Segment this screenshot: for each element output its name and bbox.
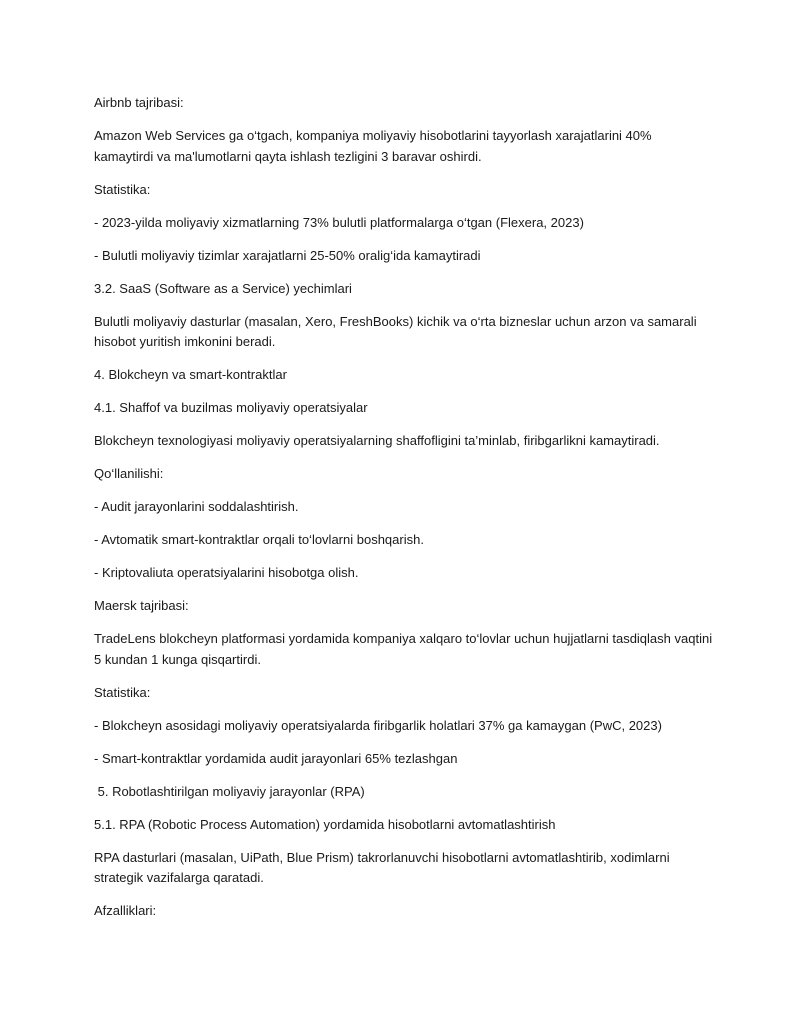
heading-applications: Qo‘llanilishi: — [94, 466, 164, 481]
bullet-cloud-73: - 2023-yilda moliyaviy xizmatlarning 73% bulutli platformalarga o‘tgan (Flexera, 2023) — [94, 214, 584, 230]
heading-airbnb-experience: Airbnb tajribasi: — [94, 95, 184, 110]
section-heading-4: 4. Blokcheyn va smart-kontraktlar — [94, 367, 287, 382]
section-heading-5: 5. Robotlashtirilgan moliyaviy jarayonlar (RPA) — [94, 783, 365, 799]
heading-statistics-2: Statistika: — [94, 684, 151, 700]
heading-maersk-experience: Maersk tajribasi: — [94, 598, 189, 613]
bullet-audit: - Audit jarayonlarini soddalashtirish. — [94, 499, 299, 514]
heading-advantages: Afzalliklari: — [94, 903, 157, 918]
document-body — [94, 93, 714, 934]
bullet-audit-65: - Smart-kontraktlar yordamida audit jarayonlari 65% tezlashgan — [94, 750, 458, 766]
bullet-fraud-37: - Blokcheyn asosidagi moliyaviy operatsiyalarda firibgarlik holatlari 37% ga kamaygan (PwC, 2023) — [94, 717, 662, 733]
bullet-cloud-costs: - Bulutli moliyaviy tizimlar xarajatlarni 25-50% oralig‘ida kamaytiradi — [94, 247, 481, 263]
bullet-crypto: - Kriptovaliuta operatsiyalarini hisobotga olish. — [94, 565, 359, 580]
paragraph-saas: Bulutli moliyaviy dasturlar (masalan, Xero, FreshBooks) kichik va o‘rta bizneslar uchun arzon va samarali hisobot yuritish imkonini beradi. — [94, 313, 697, 349]
heading-statistics: Statistika: — [94, 181, 151, 197]
section-heading-3-2: 3.2. SaaS (Software as a Service) yechimlari — [94, 280, 352, 296]
section-heading-5-1: 5.1. RPA (Robotic Process Automation) yordamida hisobotlarni avtomatlashtirish — [94, 816, 556, 832]
bullet-smart-contracts: - Avtomatik smart-kontraktlar orqali to‘lovlarni boshqarish. — [94, 532, 424, 547]
paragraph-rpa: RPA dasturlari (masalan, UiPath, Blue Prism) takrorlanuvchi hisobotlarni avtomatlashtirib, xodimlarni strategik vazifalarga qaratadi. — [94, 849, 670, 885]
paragraph-aws: Amazon Web Services ga o‘tgach, kompaniya moliyaviy hisobotlarini tayyorlash xarajatlarini 40% kamaytirdi va ma'lumotlarni qayta ishlash tezligini 3 baravar oshirdi. — [94, 128, 652, 164]
section-heading-4-1: 4.1. Shaffof va buzilmas moliyaviy operatsiyalar — [94, 400, 368, 415]
paragraph-blockchain: Blokcheyn texnologiyasi moliyaviy operatsiyalarning shaffofligini ta’minlab, firibgarlikni kamaytiradi. — [94, 433, 660, 448]
paragraph-tradelens: TradeLens blokcheyn platformasi yordamida kompaniya xalqaro to‘lovlar uchun hujjatlarni tasdiqlash vaqtini 5 kundan 1 kunga qisqartirdi. — [94, 631, 713, 667]
